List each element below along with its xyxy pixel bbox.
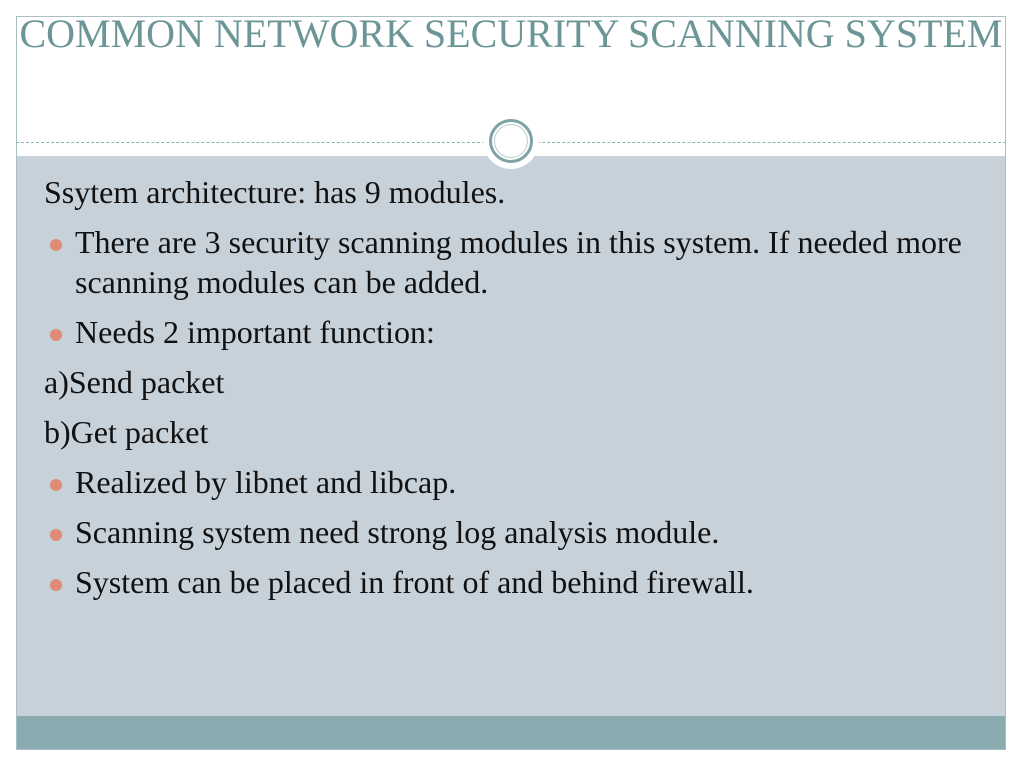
body-paragraph <box>44 362 984 402</box>
ornament-inner-ring <box>494 124 528 158</box>
footer-bar <box>17 716 1005 749</box>
bullet-item <box>44 562 984 602</box>
paragraph-text: b)Get packet <box>44 414 209 450</box>
bullet-item <box>44 462 984 502</box>
bullet-icon <box>50 579 62 591</box>
slide-body <box>44 172 984 612</box>
bullet-item <box>44 222 984 302</box>
body-paragraph <box>44 412 984 452</box>
bullet-text: Realized by libnet and libcap. <box>75 464 457 500</box>
paragraph-text: Ssytem architecture: has 9 modules. <box>44 174 506 210</box>
bullet-icon <box>50 479 62 491</box>
bullet-text: System can be placed in front of and behind firewall. <box>75 564 754 600</box>
bullet-text: Scanning system need strong log analysis module. <box>75 514 720 550</box>
bullet-icon <box>50 529 62 541</box>
bullet-item <box>44 312 984 352</box>
paragraph-text: a)Send packet <box>44 364 225 400</box>
bullet-icon <box>50 329 62 341</box>
bullet-icon <box>50 239 62 251</box>
bullet-text: There are 3 security scanning modules in this system. If needed more scanning modules can be added. <box>75 224 962 300</box>
slide-title: COMMON NETWORK SECURITY SCANNING SYSTEM <box>19 11 1003 56</box>
body-paragraph <box>44 172 984 212</box>
bullet-item <box>44 512 984 552</box>
bullet-text: Needs 2 important function: <box>75 314 435 350</box>
